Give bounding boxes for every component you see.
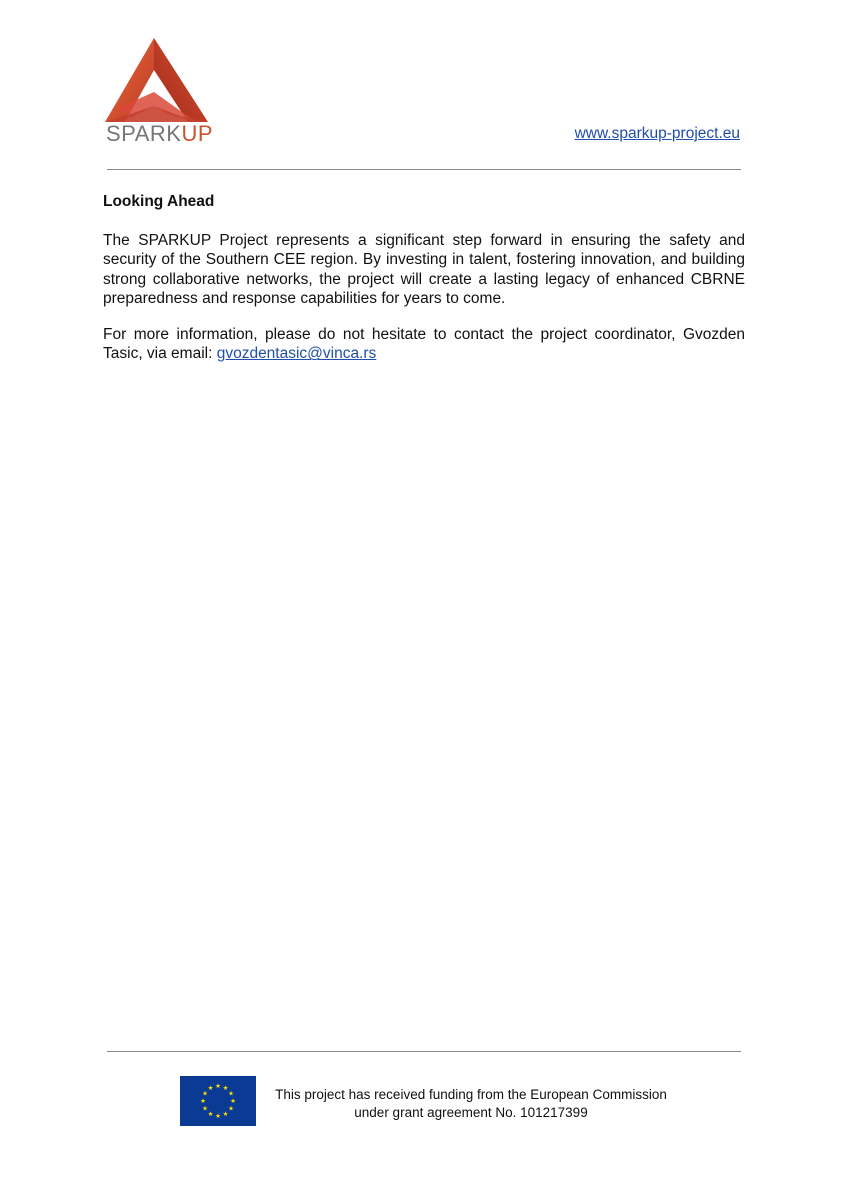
eu-star-icon: ★ (202, 1090, 208, 1098)
eu-flag-icon (180, 1076, 256, 1126)
header-divider (107, 169, 741, 170)
eu-star-icon: ★ (228, 1090, 234, 1098)
logo-text-up: UP (181, 121, 214, 146)
footer-divider (107, 1051, 741, 1052)
eu-star-icon: ★ (228, 1105, 234, 1113)
sparkup-logo (100, 34, 216, 152)
eu-star-icon: ★ (222, 1111, 229, 1119)
section-heading: Looking Ahead (103, 193, 215, 210)
funding-statement (270, 1086, 672, 1122)
funding-line-2: under grant agreement No. 101217399 (354, 1105, 588, 1120)
paragraph-contact (103, 325, 745, 364)
logo-text-spark: SPARK (106, 121, 182, 146)
eu-star-icon: ★ (222, 1085, 229, 1093)
triangle-logo-icon (100, 34, 216, 126)
eu-star-icon: ★ (215, 1113, 221, 1121)
eu-star-icon: ★ (215, 1083, 221, 1091)
paragraph-project-summary: The SPARKUP Project represents a significant step forward in ensuring the safety and security of the Southern CEE region. By investing in talent, fostering innovation, and building strong collaborative networks, the project will create a lasting legacy of enhanced CBRNE preparedness and response capabilities for years to come. (103, 232, 745, 307)
eu-star-icon: ★ (207, 1085, 214, 1093)
funding-line-1: This project has received funding from the European Commission (275, 1087, 667, 1102)
main-content (103, 193, 745, 381)
eu-star-icon: ★ (202, 1105, 208, 1113)
website-link[interactable]: www.sparkup-project.eu (574, 125, 740, 142)
eu-star-icon: ★ (200, 1098, 206, 1106)
eu-star-icon: ★ (230, 1098, 236, 1106)
eu-star-icon: ★ (207, 1111, 214, 1119)
contact-text: For more information, please do not hesitate to contact the project coordinator, Gvozden Tasic, via email: (103, 326, 745, 363)
email-link[interactable]: gvozdentasic@vinca.rs (216, 345, 377, 363)
logo-wordmark (106, 121, 213, 147)
